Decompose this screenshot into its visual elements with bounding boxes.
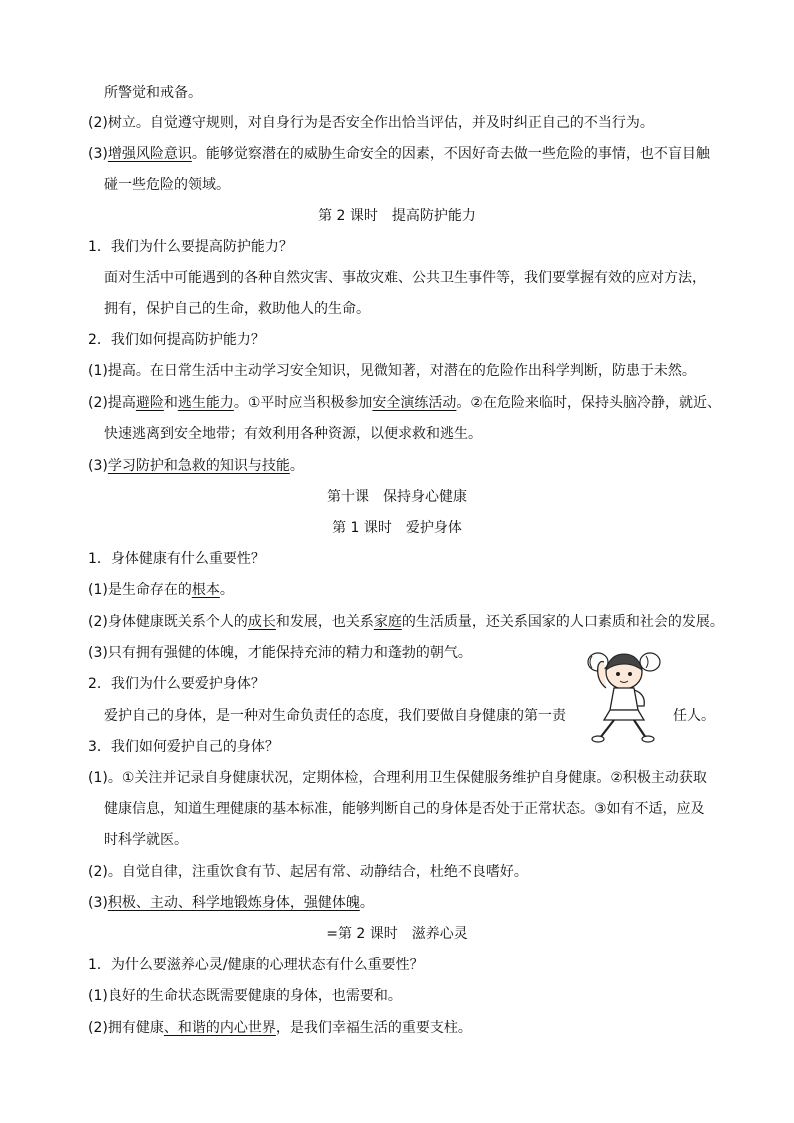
text-line: 任人。 bbox=[673, 708, 715, 724]
question: 1．身体健康有什么重要性？ bbox=[88, 551, 265, 567]
text-line: (2)提高避险和逃生能力。①平时应当积极参加安全演练活动。②在危险来临时，保持头脑冷静，就近、 bbox=[88, 395, 721, 411]
text-line: 碰一些危险的领域。 bbox=[104, 177, 230, 193]
question: 1．为什么要滋养心灵/健康的心理状态有什么重要性？ bbox=[88, 957, 424, 973]
text-line: (2)。自觉自律，注重饮食有节、起居有常、动静结合，杜绝不良嗜好。 bbox=[88, 864, 528, 880]
question: 2．我们为什么要爱护身体？ bbox=[88, 676, 265, 692]
text-line: (1)良好的生命状态既需要健康的身体，也需要和。 bbox=[88, 988, 402, 1004]
lesson-heading: =第 2 课时 滋养心灵 bbox=[326, 926, 468, 942]
text-line: (3)只有拥有强健的体魄，才能保持充沛的精力和蓬勃的朝气。 bbox=[88, 645, 472, 661]
cartoon-girl-icon bbox=[580, 646, 670, 744]
text-line: (2)树立。自觉遵守规则，对自身行为是否安全作出恰当评估，并及时纠正自己的不当行为。 bbox=[88, 115, 654, 131]
text-line: (1)是生命存在的根本。 bbox=[88, 582, 234, 598]
question: 1．我们为什么要提高防护能力？ bbox=[88, 239, 293, 255]
lesson-heading: 第 2 课时 提高防护能力 bbox=[318, 208, 476, 224]
text-line: (2)身体健康既关系个人的成长和发展，也关系家庭的生活质量，还关系国家的人口素质和社会的发展。 bbox=[88, 614, 724, 630]
text-line: 健康信息，知道生理健康的基本标准，能够判断自己的身体是否处于正常状态。③如有不适，应及 bbox=[104, 801, 705, 817]
text-line: (3)积极、主动、科学地锻炼身体，强健体魄。 bbox=[88, 895, 374, 911]
text-line: 爱护自己的身体，是一种对生命负责任的态度，我们要做自身健康的第一责 bbox=[104, 708, 566, 724]
text-line: 面对生活中可能遇到的各种自然灾害、事故灾难、公共卫生事件等，我们要掌握有效的应对方法， bbox=[104, 270, 706, 286]
text-line: 拥有，保护自己的生命，救助他人的生命。 bbox=[104, 301, 370, 317]
text-line: (1)提高。在日常生活中主动学习安全知识，见微知著，对潜在的危险作出科学判断，防患于未然。 bbox=[88, 363, 696, 379]
text-line: 时科学就医。 bbox=[104, 832, 188, 848]
chapter-heading: 第十课 保持身心健康 bbox=[327, 489, 467, 505]
text-line: (3)增强风险意识。能够觉察潜在的威胁生命安全的因素，不因好奇去做一些危险的事情，也不盲目触 bbox=[88, 146, 710, 162]
question: 3．我们如何爱护自己的身体？ bbox=[88, 739, 279, 755]
text-line: 所警觉和戒备。 bbox=[104, 85, 202, 101]
text-line: (2)拥有健康、和谐的内心世界，是我们幸福生活的重要支柱。 bbox=[88, 1020, 472, 1036]
lesson-heading: 第 1 课时 爱护身体 bbox=[332, 520, 462, 536]
text-line: 快速逃离到安全地带；有效利用各种资源，以便求救和逃生。 bbox=[104, 426, 482, 442]
text-line: (3)学习防护和急救的知识与技能。 bbox=[88, 458, 304, 474]
question: 2．我们如何提高防护能力？ bbox=[88, 332, 265, 348]
text-line: (1)。①关注并记录自身健康状况，定期体检，合理利用卫生保健服务维护自身健康。②积极主动获取 bbox=[88, 770, 707, 786]
